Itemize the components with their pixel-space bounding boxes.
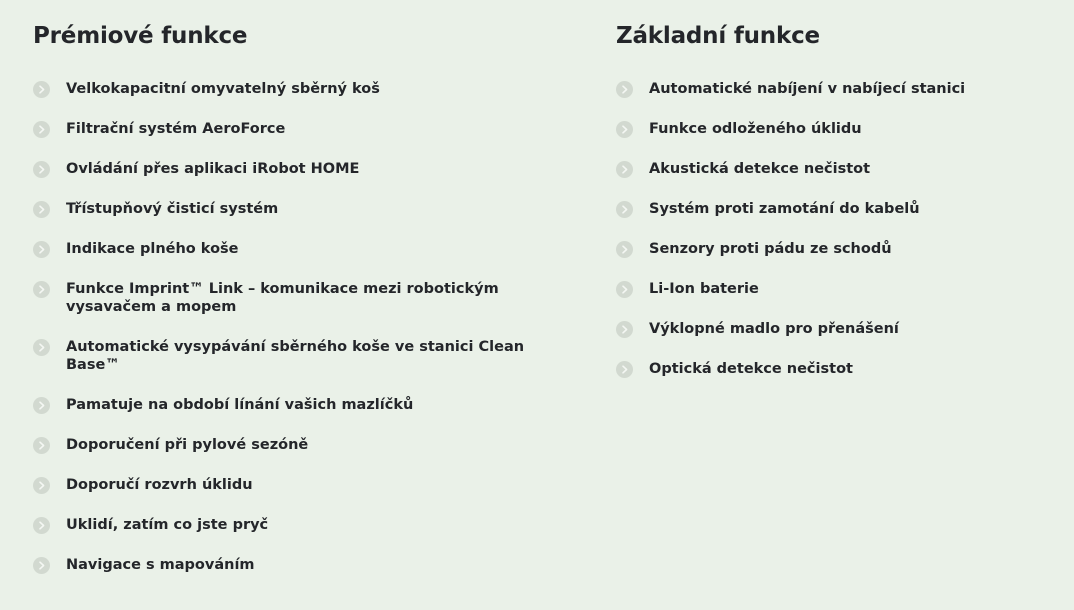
feature-label: Třístupňový čisticí systém: [66, 201, 279, 217]
feature-label: Doporučení při pylové sezóně: [66, 437, 309, 453]
feature-label: Indikace plného koše: [66, 241, 239, 257]
feature-label: Akustická detekce nečistot: [649, 161, 871, 177]
chevron-right-icon: [33, 281, 50, 298]
chevron-right-icon: [33, 397, 50, 414]
feature-item: [33, 240, 553, 258]
feature-label: Li-Ion baterie: [649, 281, 759, 297]
feature-label: Doporučí rozvrh úklidu: [66, 477, 253, 493]
feature-label: Ovládání přes aplikaci iRobot HOME: [66, 161, 360, 177]
feature-item: [616, 120, 1056, 138]
chevron-right-icon: [33, 557, 50, 574]
feature-item: [616, 200, 1056, 218]
basic-features-title: Základní funkce: [616, 23, 820, 49]
chevron-right-icon: [33, 517, 50, 534]
feature-item: [33, 338, 553, 374]
feature-item: [33, 200, 553, 218]
chevron-right-icon: [33, 161, 50, 178]
feature-label: Automatické vysypávání sběrného koše ve stanici Clean Base™: [66, 339, 525, 373]
chevron-right-icon: [33, 437, 50, 454]
chevron-right-icon: [33, 339, 50, 356]
feature-item: [616, 360, 1056, 378]
feature-item: [33, 556, 553, 574]
chevron-right-icon: [616, 121, 633, 138]
feature-label: Optická detekce nečistot: [649, 361, 853, 377]
feature-item: [616, 80, 1056, 98]
feature-label: Automatické nabíjení v nabíjecí stanici: [649, 81, 966, 97]
feature-item: [33, 396, 553, 414]
chevron-right-icon: [616, 81, 633, 98]
chevron-right-icon: [616, 321, 633, 338]
feature-label: Navigace s mapováním: [66, 557, 255, 573]
feature-item: [33, 280, 553, 316]
basic-features-list: [616, 80, 1056, 400]
feature-item: [616, 320, 1056, 338]
feature-item: [616, 160, 1056, 178]
chevron-right-icon: [616, 241, 633, 258]
feature-item: [33, 160, 553, 178]
feature-item: [33, 120, 553, 138]
feature-label: Výklopné madlo pro přenášení: [649, 321, 899, 337]
feature-label: Pamatuje na období línání vašich mazlíčků: [66, 397, 414, 413]
chevron-right-icon: [33, 121, 50, 138]
chevron-right-icon: [616, 361, 633, 378]
feature-label: Uklidí, zatím co jste pryč: [66, 517, 269, 533]
chevron-right-icon: [616, 161, 633, 178]
feature-label: Velkokapacitní omyvatelný sběrný koš: [66, 81, 380, 97]
feature-item: [616, 280, 1056, 298]
feature-label: Filtrační systém AeroForce: [66, 121, 286, 137]
feature-label: Funkce odloženého úklidu: [649, 121, 862, 137]
feature-item: [616, 240, 1056, 258]
chevron-right-icon: [33, 477, 50, 494]
chevron-right-icon: [616, 201, 633, 218]
feature-label: Funkce Imprint™ Link – komunikace mezi robotickým vysavačem a mopem: [66, 281, 499, 315]
feature-item: [33, 80, 553, 98]
chevron-right-icon: [616, 281, 633, 298]
feature-label: Systém proti zamotání do kabelů: [649, 201, 920, 217]
chevron-right-icon: [33, 241, 50, 258]
feature-label: Senzory proti pádu ze schodů: [649, 241, 892, 257]
premium-features-title: Prémiové funkce: [33, 23, 248, 49]
feature-item: [33, 476, 553, 494]
chevron-right-icon: [33, 201, 50, 218]
feature-item: [33, 436, 553, 454]
feature-item: [33, 516, 553, 534]
premium-features-list: [33, 80, 553, 596]
chevron-right-icon: [33, 81, 50, 98]
